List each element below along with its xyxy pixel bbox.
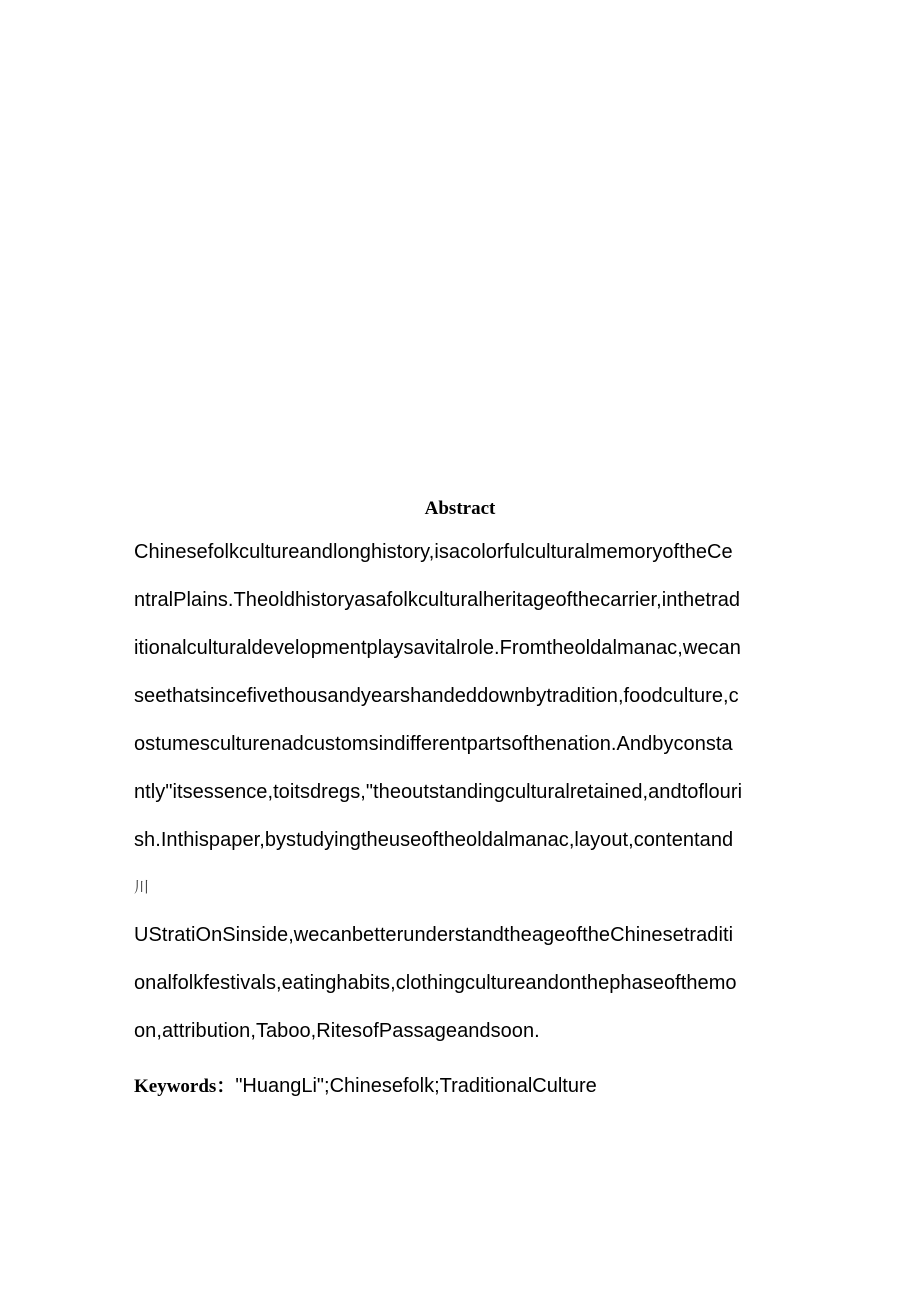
abstract-line: ostumesculturenadcustomsindifferentpartsofthenation.Andbyconsta bbox=[134, 733, 733, 755]
abstract-line: seethatsincefivethousandyearshandeddownbytradition,foodculture,c bbox=[134, 685, 739, 707]
abstract-line: sh.Inthispaper,bystudyingtheuseoftheoldalmanac,layout,contentand bbox=[134, 829, 734, 851]
keywords-row bbox=[134, 1071, 794, 1103]
abstract-line: itionalculturaldevelopmentplaysavitalrole.Fromtheoldalmanac,wecan bbox=[134, 637, 741, 659]
abstract-line: ntly"itsessence,toitsdregs,"theoutstandingculturalretained,andtoflouri bbox=[134, 781, 743, 803]
abstract-line: onalfolkfestivals,eatinghabits,clothingcultureandonthephaseofthemo bbox=[134, 972, 737, 994]
abstract-line: UStratiOnSinside,wecanbetterunderstandtheageoftheChinesetraditi bbox=[134, 924, 734, 946]
abstract-line-fragment: 川 bbox=[134, 879, 150, 896]
abstract-line: on,attribution,Taboo,RitesofPassageandsoon. bbox=[134, 1020, 540, 1042]
keywords-value: "HuangLi";Chinesefolk;TraditionalCulture bbox=[235, 1075, 597, 1097]
abstract-line: ntralPlains.Theoldhistoryasafolkculturalheritageofthecarrier,inthetrad bbox=[134, 589, 741, 611]
abstract-heading: Abstract bbox=[424, 498, 496, 519]
abstract-line: Chinesefolkcultureandlonghistory,isacolorfulculturalmemoryoftheCe bbox=[134, 541, 733, 563]
abstract-body bbox=[134, 528, 794, 1055]
keywords-label: Keywords： bbox=[134, 1076, 236, 1097]
